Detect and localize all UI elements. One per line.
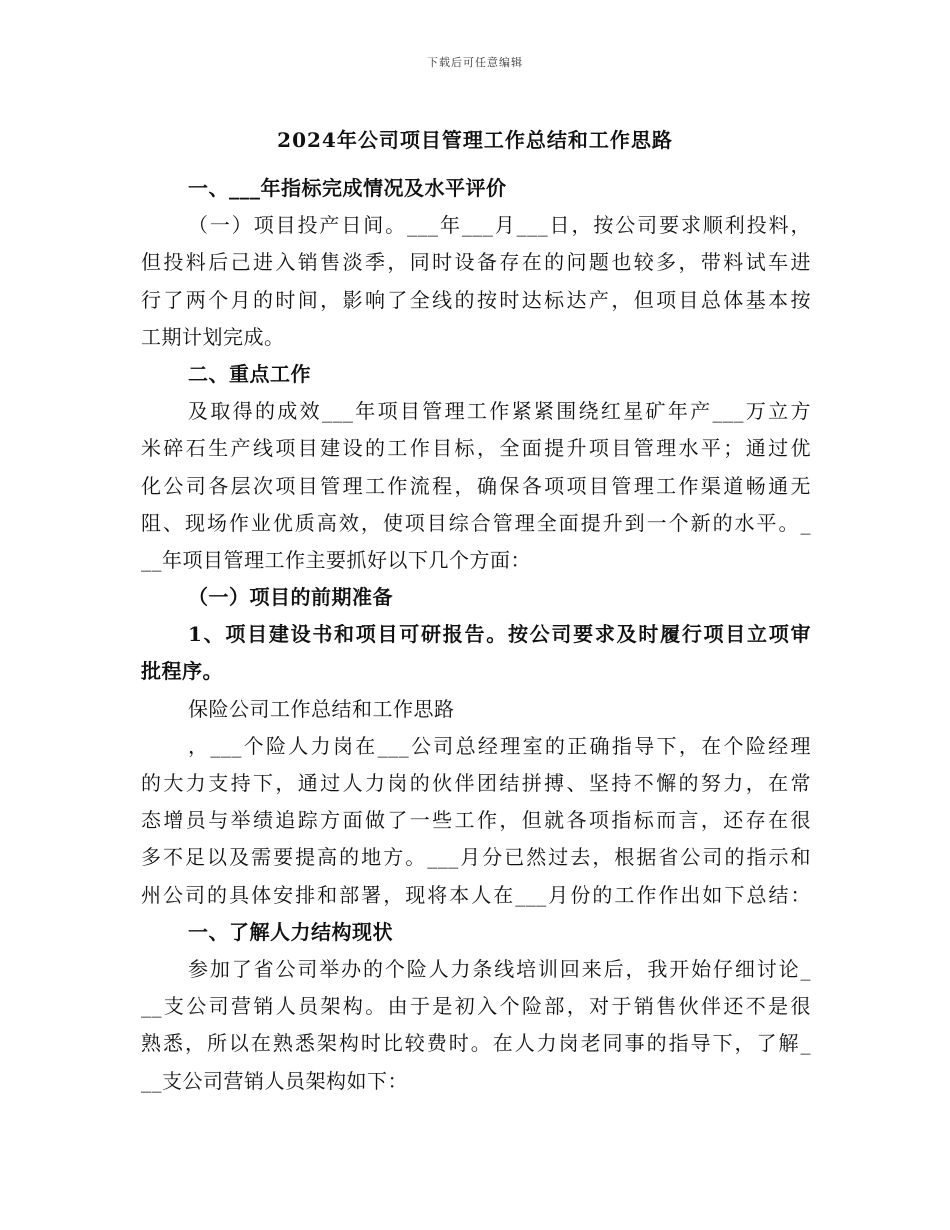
paragraph-line: 州公司的具体安排和部署，现将本人在___月份的工作作出如下总结：: [141, 882, 811, 907]
paragraph-line: 熟悉，所以在熟悉架构时比较费时。在人力岗老同事的指导下，了解_: [141, 1031, 811, 1056]
paragraph-line: 态增员与举绩追踪方面做了一些工作，但就各项指标而言，还存在很: [141, 808, 811, 833]
paragraph-line: 行了两个月的时间，影响了全线的按时达标达产，但项目总体基本按: [141, 287, 811, 312]
section-heading-line: 批程序。: [141, 659, 223, 684]
paragraph-line: 化公司各层次项目管理工作流程，确保各项项目管理工作渠道畅通无: [141, 473, 811, 498]
paragraph-line: ，___个险人力岗在___公司总经理室的正确指导下，在个险经理: [188, 733, 811, 758]
section-heading-line: 1、项目建设书和项目可研报告。按公司要求及时履行项目立项审: [188, 622, 811, 647]
header-note: 下载后可任意编辑: [427, 56, 523, 69]
paragraph-line: __支公司营销人员架构如下：: [141, 1068, 408, 1093]
document-body: [141, 170, 811, 1100]
paragraph-line: 米碎石生产线项目建设的工作目标，全面提升项目管理水平；通过优: [141, 436, 811, 461]
section-heading-line: 二、重点工作: [188, 361, 311, 386]
paragraph-line: 参加了省公司举办的个险人力条线培训回来后，我开始仔细讨论_: [188, 956, 811, 981]
document-title: 2024年公司项目管理工作总结和工作思路: [277, 128, 673, 152]
paragraph-line: 阻、现场作业优质高效，使项目综合管理全面提升到一个新的水平。_: [141, 510, 811, 535]
section-heading-line: 一、了解人力结构现状: [188, 919, 393, 944]
paragraph-line: 的大力支持下，通过人力岗的伙伴团结拼搏、坚持不懈的努力，在常: [141, 771, 811, 795]
section-heading-line: （一）项目的前期准备: [188, 585, 393, 610]
paragraph-line: 及取得的成效___年项目管理工作紧紧围绕红星矿年产___万立方: [188, 399, 811, 424]
paragraph-line: __年项目管理工作主要抓好以下几个方面：: [141, 547, 531, 572]
paragraph-line: 但投料后己进入销售淡季，同时设备存在的问题也较多，带料试车进: [141, 250, 811, 275]
paragraph-line: 多不足以及需要提高的地方。___月分已然过去，根据省公司的指示和: [141, 845, 811, 870]
paragraph-line: __支公司营销人员架构。由于是初入个险部，对于销售伙伴还不是很: [141, 994, 811, 1019]
paragraph-line: （一）项目投产日间。___年___月___日，按公司要求顺利投料，: [188, 213, 811, 238]
paragraph-line: 工期计划完成。: [141, 324, 285, 349]
paragraph-line: 保险公司工作总结和工作思路: [188, 696, 455, 721]
section-heading-line: 一、___年指标完成情况及水平评价: [188, 176, 507, 200]
